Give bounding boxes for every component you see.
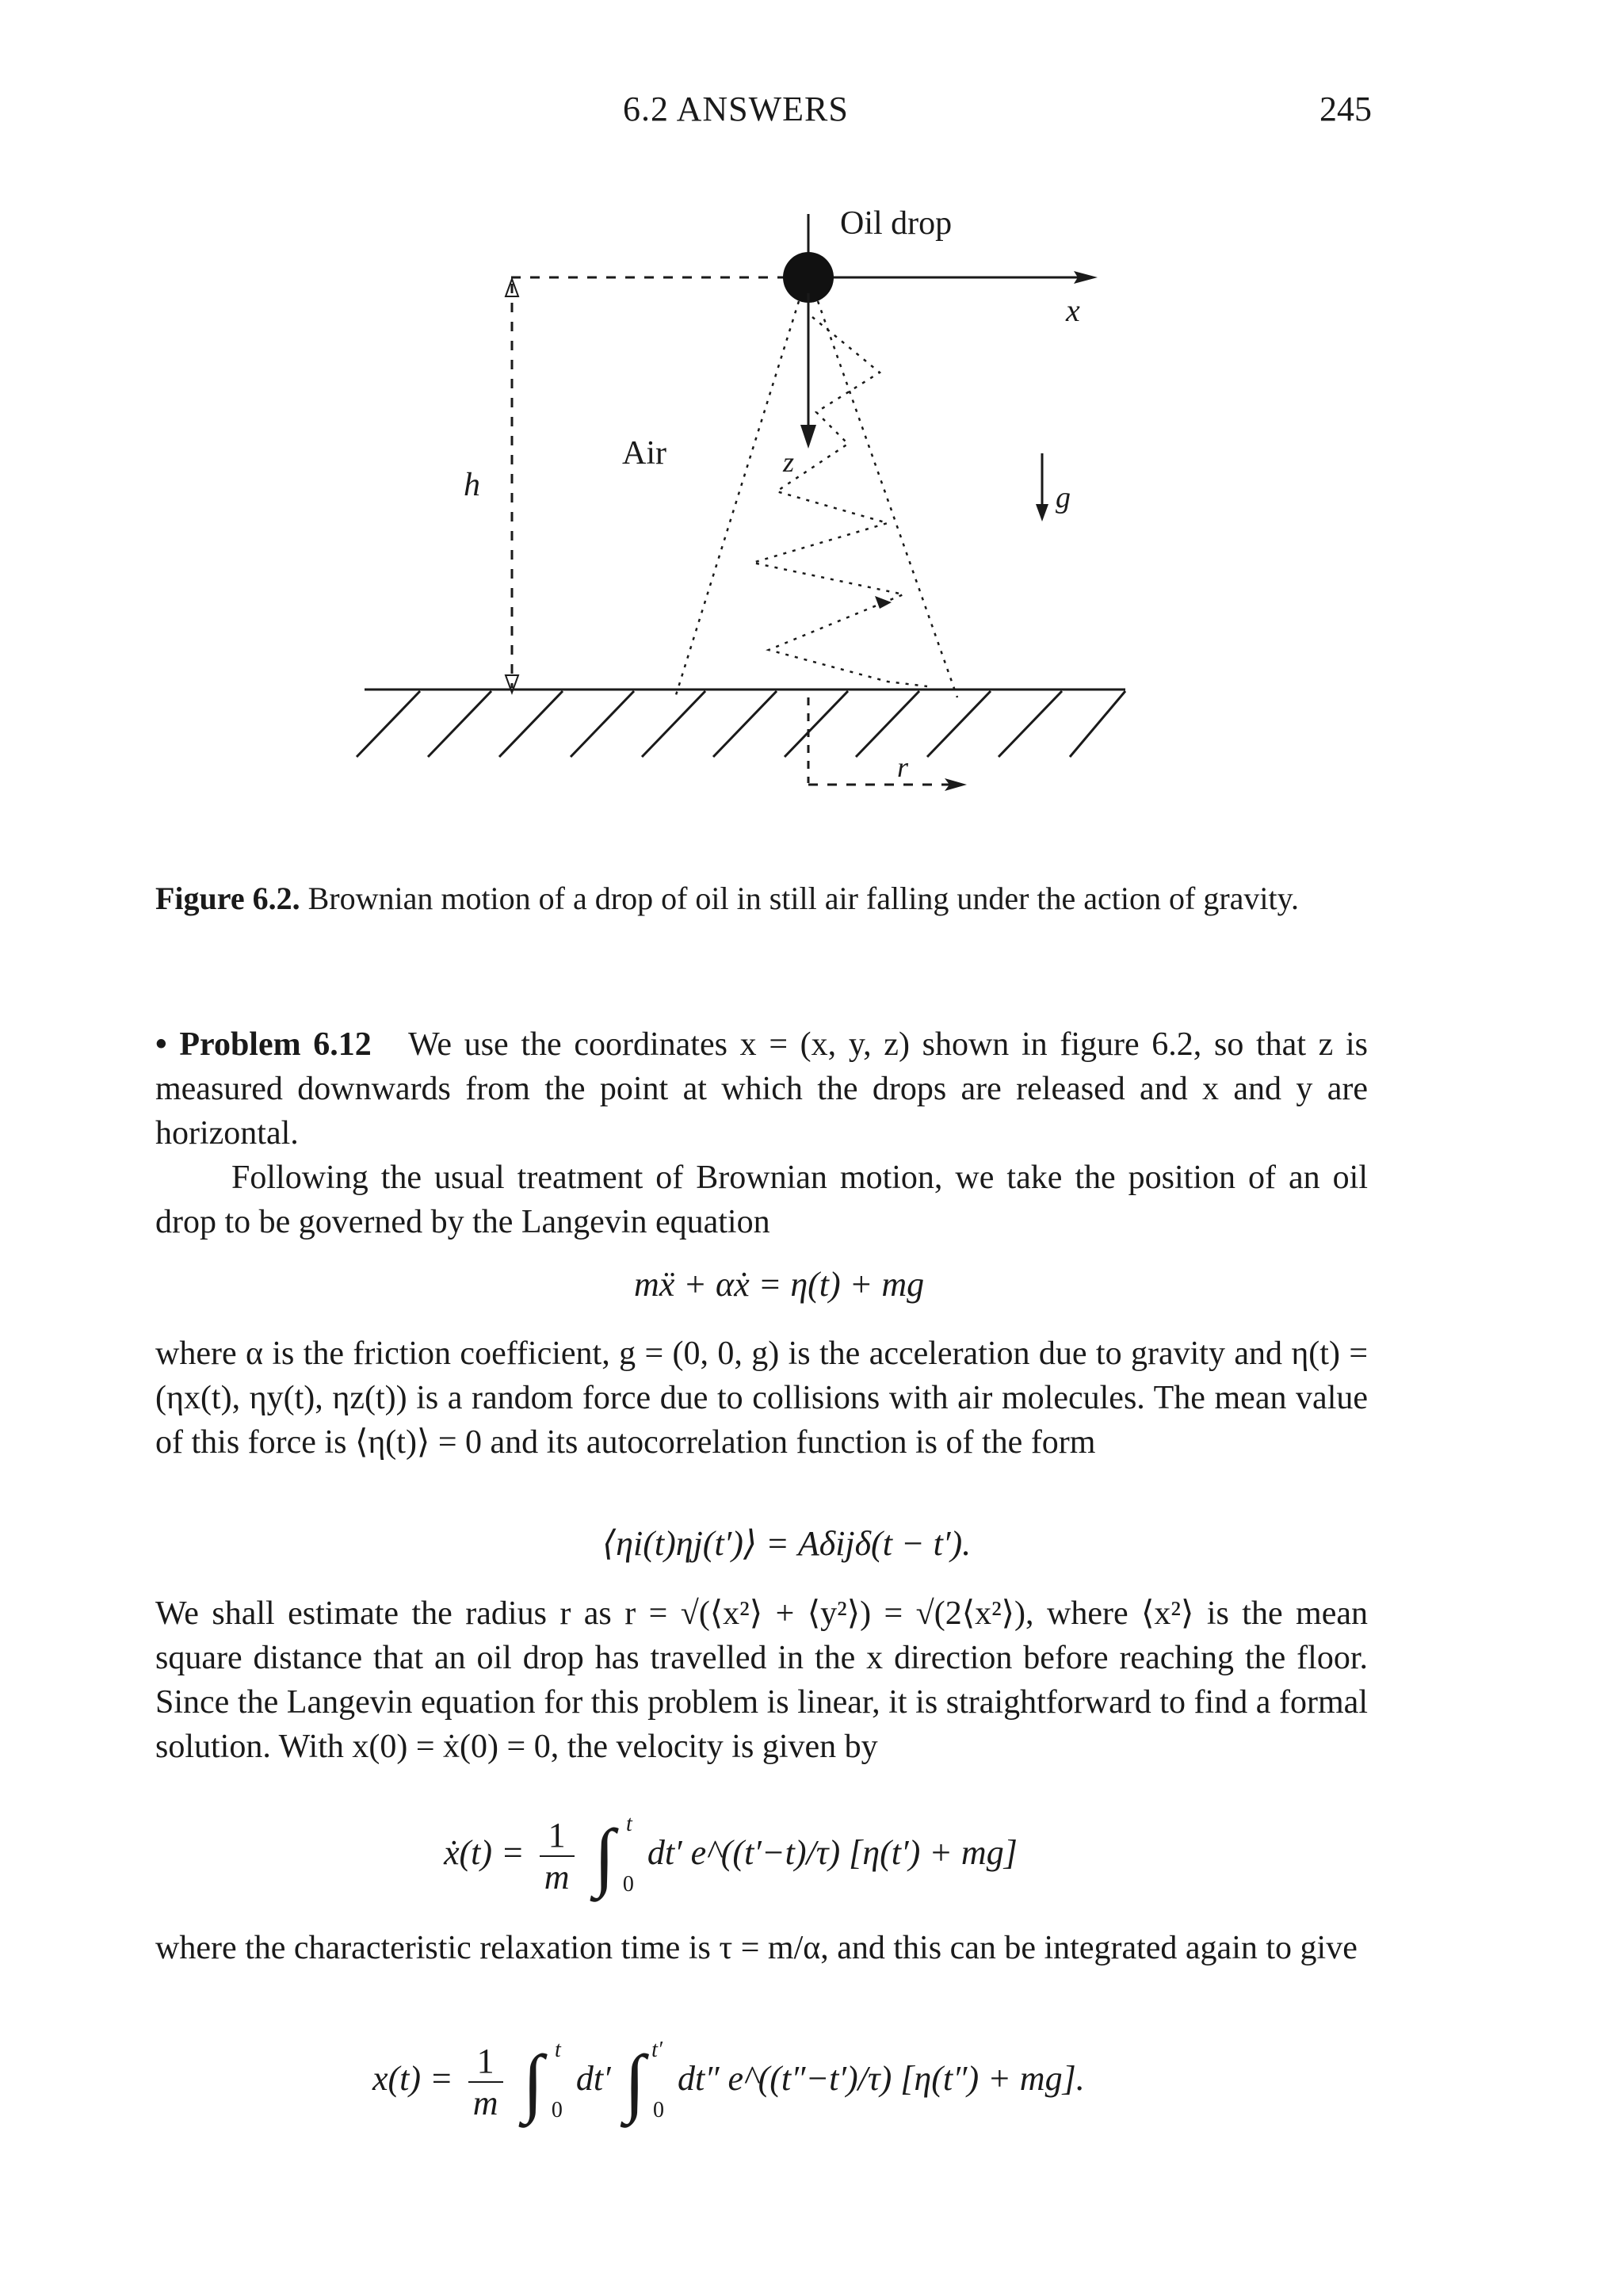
cone-right-edge [818,301,957,697]
problem-label: Problem 6.12 [179,1026,372,1063]
problem-text-1: We use the coordinates x = (x, y, z) shown in figure 6.2, so that z is measured downwards from the point at which the drops are released and x and y are horizontal. [155,1026,1369,1152]
autocorrelation-equation: ⟨ηi(t)ηj(t′)⟩ = Aδijδ(t − t′). [602,1524,972,1563]
eq4-upper-limit-inner: t′ [651,2038,663,2062]
eq4-lower-limit-outer: 0 [551,2098,563,2122]
eq4-denominator: m [472,2084,498,2122]
figure-caption [155,876,1368,922]
velocity-equation [444,1812,1018,1898]
problem-paragraph-1 [155,1022,1368,1156]
eq4-numerator: 1 [468,2041,503,2083]
problem-paragraph-2: Following the usual treatment of Brownian motion, we take the position of an oil drop to be governed by the Langevin equation [155,1159,1368,1240]
problem-paragraph-4: We shall estimate the radius r as r = √(⟨x²⟩ + ⟨y²⟩) = √(2⟨x²⟩), where ⟨x²⟩ is the mean square distance that an oil drop has travelled in the x direction before reaching the floor. Since the Langevin equation for this problem is linear, it is straightforward to find a formal solution. With x(0) = ẋ(0) = 0, the velocity is given by [155,1595,1368,1765]
eq3-lower-limit: 0 [622,1872,634,1897]
floor-hatching [357,691,1125,757]
caption-text: Brownian motion of a drop of oil in still air falling under the action of gravity. [307,881,1300,916]
label-r: r [897,751,909,783]
g-arrow-head [1036,504,1048,521]
eq3-lhs: ẋ(t) = [444,1833,525,1873]
page-number: 245 [1319,90,1372,128]
problem-paragraph-5: where the characteristic relaxation time is τ = m/α, and this can be integrated again to give [155,1930,1358,1966]
eq4-integrand: dt″ e^((t″−t′)/τ) [η(t″) + mg]. [677,2059,1085,2099]
label-oil-drop: Oil drop [840,205,953,242]
path-arrowhead [875,596,892,609]
caption-label: Figure 6.2. [155,881,300,916]
label-air: Air [622,435,666,472]
eq3-integrand: dt′ e^((t′−t)/τ) [η(t′) + mg] [647,1833,1018,1873]
eq4-integral-sign-outer: ∫ t 0 [522,2038,563,2124]
eq4-upper-limit-outer: t [555,2038,561,2062]
eq4-middle: dt′ [575,2059,611,2099]
eq4-lower-limit-inner: 0 [652,2098,664,2122]
label-z: z [783,446,795,478]
langevin-equation: mẍ + αẋ = η(t) + mg [634,1265,925,1304]
label-h: h [464,467,480,503]
eq4-fraction [468,2041,503,2123]
eq4-lhs: x(t) = [372,2059,453,2099]
z-arrow-head [800,425,816,449]
eq3-numerator: 1 [540,1815,575,1857]
label-g: g [1056,481,1071,514]
eq3-denominator: m [544,1858,570,1897]
problem-paragraph-3: where α is the friction coefficient, g = (0, 0, g) is the acceleration due to gravity and η(t) = (ηx(t), ηy(t), ηz(t)) is a random force due to collisions with air molecules. The mean value of this force is ⟨η(t)⟩ = 0 and its autocorrelation function is of the form [155,1335,1368,1461]
eq3-integral-sign: ∫ t 0 [594,1812,634,1898]
cone-left-edge [675,301,799,697]
brownian-path [753,317,927,686]
eq3-fraction [540,1815,575,1897]
eq4-integral-sign-inner: ∫ t′ 0 [624,2038,664,2124]
label-x: x [1066,292,1080,328]
brownian-motion-figure [333,190,1189,824]
problem-bullet: • [155,1026,167,1063]
running-head: 6.2 ANSWERS [623,90,849,128]
eq3-upper-limit: t [626,1812,632,1836]
position-equation [372,2038,1085,2124]
